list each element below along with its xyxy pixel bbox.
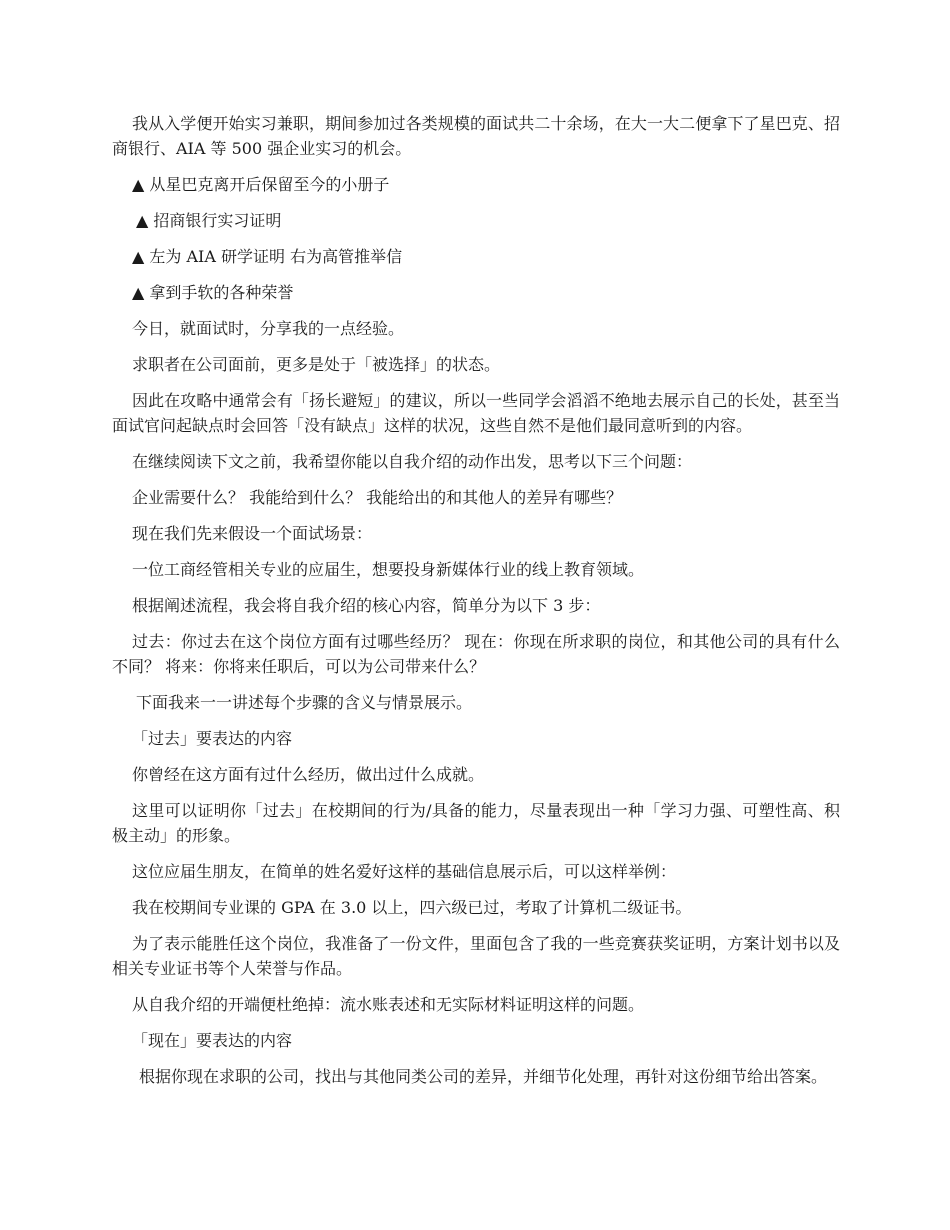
caption-starbucks-booklet: ▲ 从星巴克离开后保留至今的小册子 [132, 175, 390, 194]
paragraph-past-proof: 这里可以证明你「过去」在校期间的行为/具备的能力，尽量表现出一种「学习力强、可塑性高、积极主动」的形象。 [112, 801, 840, 845]
paragraph-selected-state: 求职者在公司面前，更多是处于「被选择」的状态。 [132, 355, 501, 374]
caption-aia-certificate: ▲ 左为 AIA 研学证明 右为高管推举信 [132, 247, 403, 266]
paragraph-step-explanation: 下面我来一一讲述每个步骤的含义与情景展示。 [136, 693, 473, 712]
paragraph-scenario: 一位工商经管相关专业的应届生，想要投身新媒体行业的线上教育领域。 [132, 560, 645, 579]
heading-past: 「过去」要表达的内容 [132, 729, 293, 748]
paragraph-past-present-future: 过去：你过去在这个岗位方面有过哪些经历？ 现在：你现在所求职的岗位，和其他公司的具有什么不同？ 将来：你将来任职后，可以为公司带来什么？ [112, 632, 840, 676]
heading-present: 「现在」要表达的内容 [132, 1031, 293, 1050]
paragraph-intro: 我从入学便开始实习兼职，期间参加过各类规模的面试共二十余场，在大一大二便拿下了星巴克、招商银行、AIA 等 500 强企业实习的机会。 [112, 114, 840, 158]
paragraph-present-detail: 根据你现在求职的公司，找出与其他同类公司的差异，并细节化处理，再针对这份细节给出答案。 [139, 1067, 828, 1086]
paragraph-scenario-intro: 现在我们先来假设一个面试场景： [132, 524, 373, 543]
paragraph-past-experience: 你曾经在这方面有过什么经历，做出过什么成就。 [132, 765, 485, 784]
paragraph-avoid-problems: 从自我介绍的开端便杜绝掉：流水账表述和无实际材料证明这样的问题。 [132, 995, 645, 1014]
paragraph-example-intro: 这位应届生朋友，在简单的姓名爱好这样的基础信息展示后，可以这样举例： [132, 862, 677, 881]
paragraph-today: 今日，就面试时，分享我的一点经验。 [132, 319, 405, 338]
paragraph-gpa-example: 我在校期间专业课的 GPA 在 3.0 以上，四六级已过，考取了计算机二级证书。 [132, 898, 692, 917]
paragraph-strengths: 因此在攻略中通常会有「扬长避短」的建议，所以一些同学会滔滔不绝地去展示自己的长处，甚至当面试官问起缺点时会回答「没有缺点」这样的状况，这些自然不是他们最同意听到的内容。 [112, 391, 840, 435]
paragraph-three-questions: 企业需要什么？ 我能给到什么？ 我能给出的和其他人的差异有哪些？ [132, 488, 623, 507]
caption-cmb-certificate: ▲ 招商银行实习证明 [136, 211, 282, 230]
paragraph-three-steps: 根据阐述流程，我会将自我介绍的核心内容，简单分为以下 3 步： [132, 596, 601, 615]
paragraph-three-questions-intro: 在继续阅读下文之前，我希望你能以自我介绍的动作出发，思考以下三个问题： [132, 452, 693, 471]
paragraph-portfolio-example: 为了表示能胜任这个岗位，我准备了一份文件，里面包含了我的一些竞赛获奖证明，方案计划书以及相关专业证书等个人荣誉与作品。 [112, 934, 840, 978]
caption-honors: ▲ 拿到手软的各种荣誉 [132, 283, 294, 302]
